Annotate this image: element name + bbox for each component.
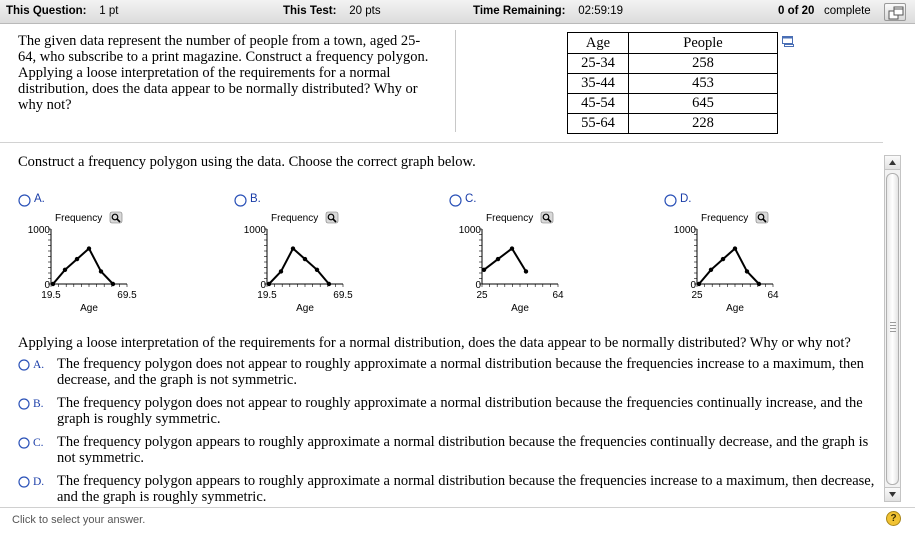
data-point <box>315 268 319 272</box>
scroll-down-button[interactable] <box>885 487 900 501</box>
graph-option-b[interactable] <box>234 190 434 320</box>
data-point <box>51 282 55 286</box>
graph-option-d[interactable] <box>664 190 864 320</box>
table-row <box>568 74 778 94</box>
data-point <box>482 268 486 272</box>
radio-button[interactable] <box>18 398 30 410</box>
zoom-icon[interactable] <box>756 212 768 223</box>
table-cell-age: 25-34 <box>568 54 629 74</box>
scroll-grip <box>890 322 896 332</box>
option-text[interactable]: The frequency polygon does not appear to roughly approximate a normal distribution because the frequencies continually increase, and the graph is roughly symmetric. <box>57 395 863 427</box>
help-icon[interactable]: ? <box>886 511 901 526</box>
data-point <box>697 282 701 286</box>
part2-question: Applying a loose interpretation of the requirements for a normal distribution, does the data appear to be normally distributed? Why or why not? <box>18 335 851 351</box>
table-row <box>568 94 778 114</box>
y-tick-label: 1000 <box>243 225 266 236</box>
data-point <box>99 269 103 273</box>
x-axis-label: Age <box>296 303 314 314</box>
status-header <box>0 0 915 24</box>
y-tick-label: 0 <box>44 280 50 291</box>
table-cell-people: 453 <box>629 74 778 94</box>
x-axis-label: Age <box>726 303 744 314</box>
table-row <box>568 54 778 74</box>
footer-hint: Click to select your answer. <box>12 514 146 526</box>
polygon-line <box>484 249 526 272</box>
x-tick-label: 69.5 <box>117 290 137 301</box>
section-divider <box>0 142 883 143</box>
popout-window-icon <box>888 6 904 20</box>
data-table <box>567 32 778 134</box>
data-point <box>87 246 91 250</box>
table-header-people: People <box>629 33 778 54</box>
frequency-polygon-chart <box>664 208 794 320</box>
test-points: This Test: 20 pts <box>283 5 381 17</box>
y-tick-label: 0 <box>260 280 266 291</box>
arrow-down-icon <box>889 492 896 497</box>
graph-option-c[interactable] <box>449 190 649 320</box>
question-points: This Question: 1 pt <box>6 5 119 17</box>
polygon-line <box>699 249 759 284</box>
window-popout-button[interactable] <box>884 3 906 21</box>
scroll-thumb[interactable] <box>886 173 899 485</box>
x-tick-label: 19.5 <box>41 290 61 301</box>
data-point <box>709 268 713 272</box>
data-point <box>267 282 271 286</box>
y-tick-label: 1000 <box>458 225 481 236</box>
x-axis-label: Age <box>80 303 98 314</box>
data-point <box>721 257 725 261</box>
y-axis-label: Frequency <box>55 213 103 224</box>
data-point <box>524 269 528 273</box>
option-letter: A. <box>34 193 45 205</box>
table-row <box>568 114 778 134</box>
option-text[interactable]: The frequency polygon does not appear to roughly approximate a normal distribution because the frequencies increase to a maximum, then decrease, and the graph is not symmetric. <box>57 356 864 388</box>
option-text[interactable]: The frequency polygon appears to roughly approximate a normal distribution because the frequencies increase to a maximum, then decrease, and the graph is roughly symmetric. <box>57 473 875 505</box>
table-cell-people: 645 <box>629 94 778 114</box>
data-point <box>327 282 331 286</box>
graph-option-a[interactable] <box>18 190 218 320</box>
data-point <box>733 246 737 250</box>
pane-divider <box>455 30 456 132</box>
option-letter: D. <box>33 476 45 488</box>
option-letter: B. <box>250 193 261 205</box>
radio-button[interactable] <box>18 476 30 488</box>
option-letter: C. <box>33 437 44 449</box>
option-letter: D. <box>680 193 692 205</box>
data-point <box>75 257 79 261</box>
radio-button[interactable] <box>18 194 31 207</box>
option-text[interactable]: The frequency polygon appears to roughly approximate a normal distribution because the frequencies continually decrease, and the graph is not symmetric. <box>57 434 869 466</box>
option-letter: A. <box>33 359 45 371</box>
y-tick-label: 1000 <box>27 225 50 236</box>
zoom-icon[interactable] <box>110 212 122 223</box>
question-text: The given data represent the number of people from a town, aged 25-64, who subscribe to a print magazine. Construct a frequency polygon. Applying a loose interpretation of the requirements for a normal distribution, does the data appear to be normally distributed? Why or why not? <box>18 33 429 113</box>
data-point <box>63 268 67 272</box>
radio-button[interactable] <box>18 359 30 371</box>
data-point <box>510 246 514 250</box>
x-tick-label: 25 <box>476 290 488 301</box>
x-tick-label: 64 <box>767 290 779 301</box>
y-tick-label: 1000 <box>673 225 696 236</box>
y-tick-label: 0 <box>690 280 696 291</box>
time-remaining: Time Remaining: 02:59:19 <box>473 5 623 17</box>
table-cell-people: 258 <box>629 54 778 74</box>
table-cell-age: 55-64 <box>568 114 629 134</box>
radio-button[interactable] <box>664 194 677 207</box>
option-letter: B. <box>33 398 44 410</box>
y-axis-label: Frequency <box>486 213 534 224</box>
arrow-up-icon <box>889 160 896 165</box>
data-point <box>757 282 761 286</box>
table-header-age: Age <box>568 33 629 54</box>
polygon-line <box>269 249 329 284</box>
data-point <box>496 257 500 261</box>
data-point <box>279 269 283 273</box>
radio-button[interactable] <box>18 437 30 449</box>
x-tick-label: 69.5 <box>333 290 353 301</box>
table-cell-age: 35-44 <box>568 74 629 94</box>
x-tick-label: 64 <box>552 290 564 301</box>
data-point <box>303 257 307 261</box>
part1-instruction: Construct a frequency polygon using the data. Choose the correct graph below. <box>18 154 476 170</box>
frequency-polygon-chart <box>234 208 364 320</box>
radio-button[interactable] <box>449 194 462 207</box>
zoom-icon[interactable] <box>326 212 338 223</box>
scroll-up-button[interactable] <box>885 156 900 170</box>
radio-button[interactable] <box>234 194 247 207</box>
footer-divider <box>0 507 915 508</box>
table-popout-icon[interactable] <box>782 36 794 47</box>
x-axis-label: Age <box>511 303 529 314</box>
zoom-icon[interactable] <box>541 212 553 223</box>
table-header-row <box>568 33 778 54</box>
polygon-line <box>53 249 113 284</box>
y-axis-label: Frequency <box>271 213 319 224</box>
data-point <box>745 269 749 273</box>
option-letter: C. <box>465 193 477 205</box>
table-cell-age: 45-54 <box>568 94 629 114</box>
table-cell-people: 228 <box>629 114 778 134</box>
x-tick-label: 25 <box>691 290 703 301</box>
data-point <box>291 246 295 250</box>
vertical-scrollbar[interactable] <box>884 155 901 502</box>
data-point <box>111 282 115 286</box>
frequency-polygon-chart <box>18 208 148 320</box>
y-tick-label: 0 <box>475 280 481 291</box>
x-tick-label: 19.5 <box>257 290 277 301</box>
progress-status: 0 of 20 complete <box>778 5 871 17</box>
y-axis-label: Frequency <box>701 213 749 224</box>
frequency-polygon-chart <box>449 208 579 320</box>
